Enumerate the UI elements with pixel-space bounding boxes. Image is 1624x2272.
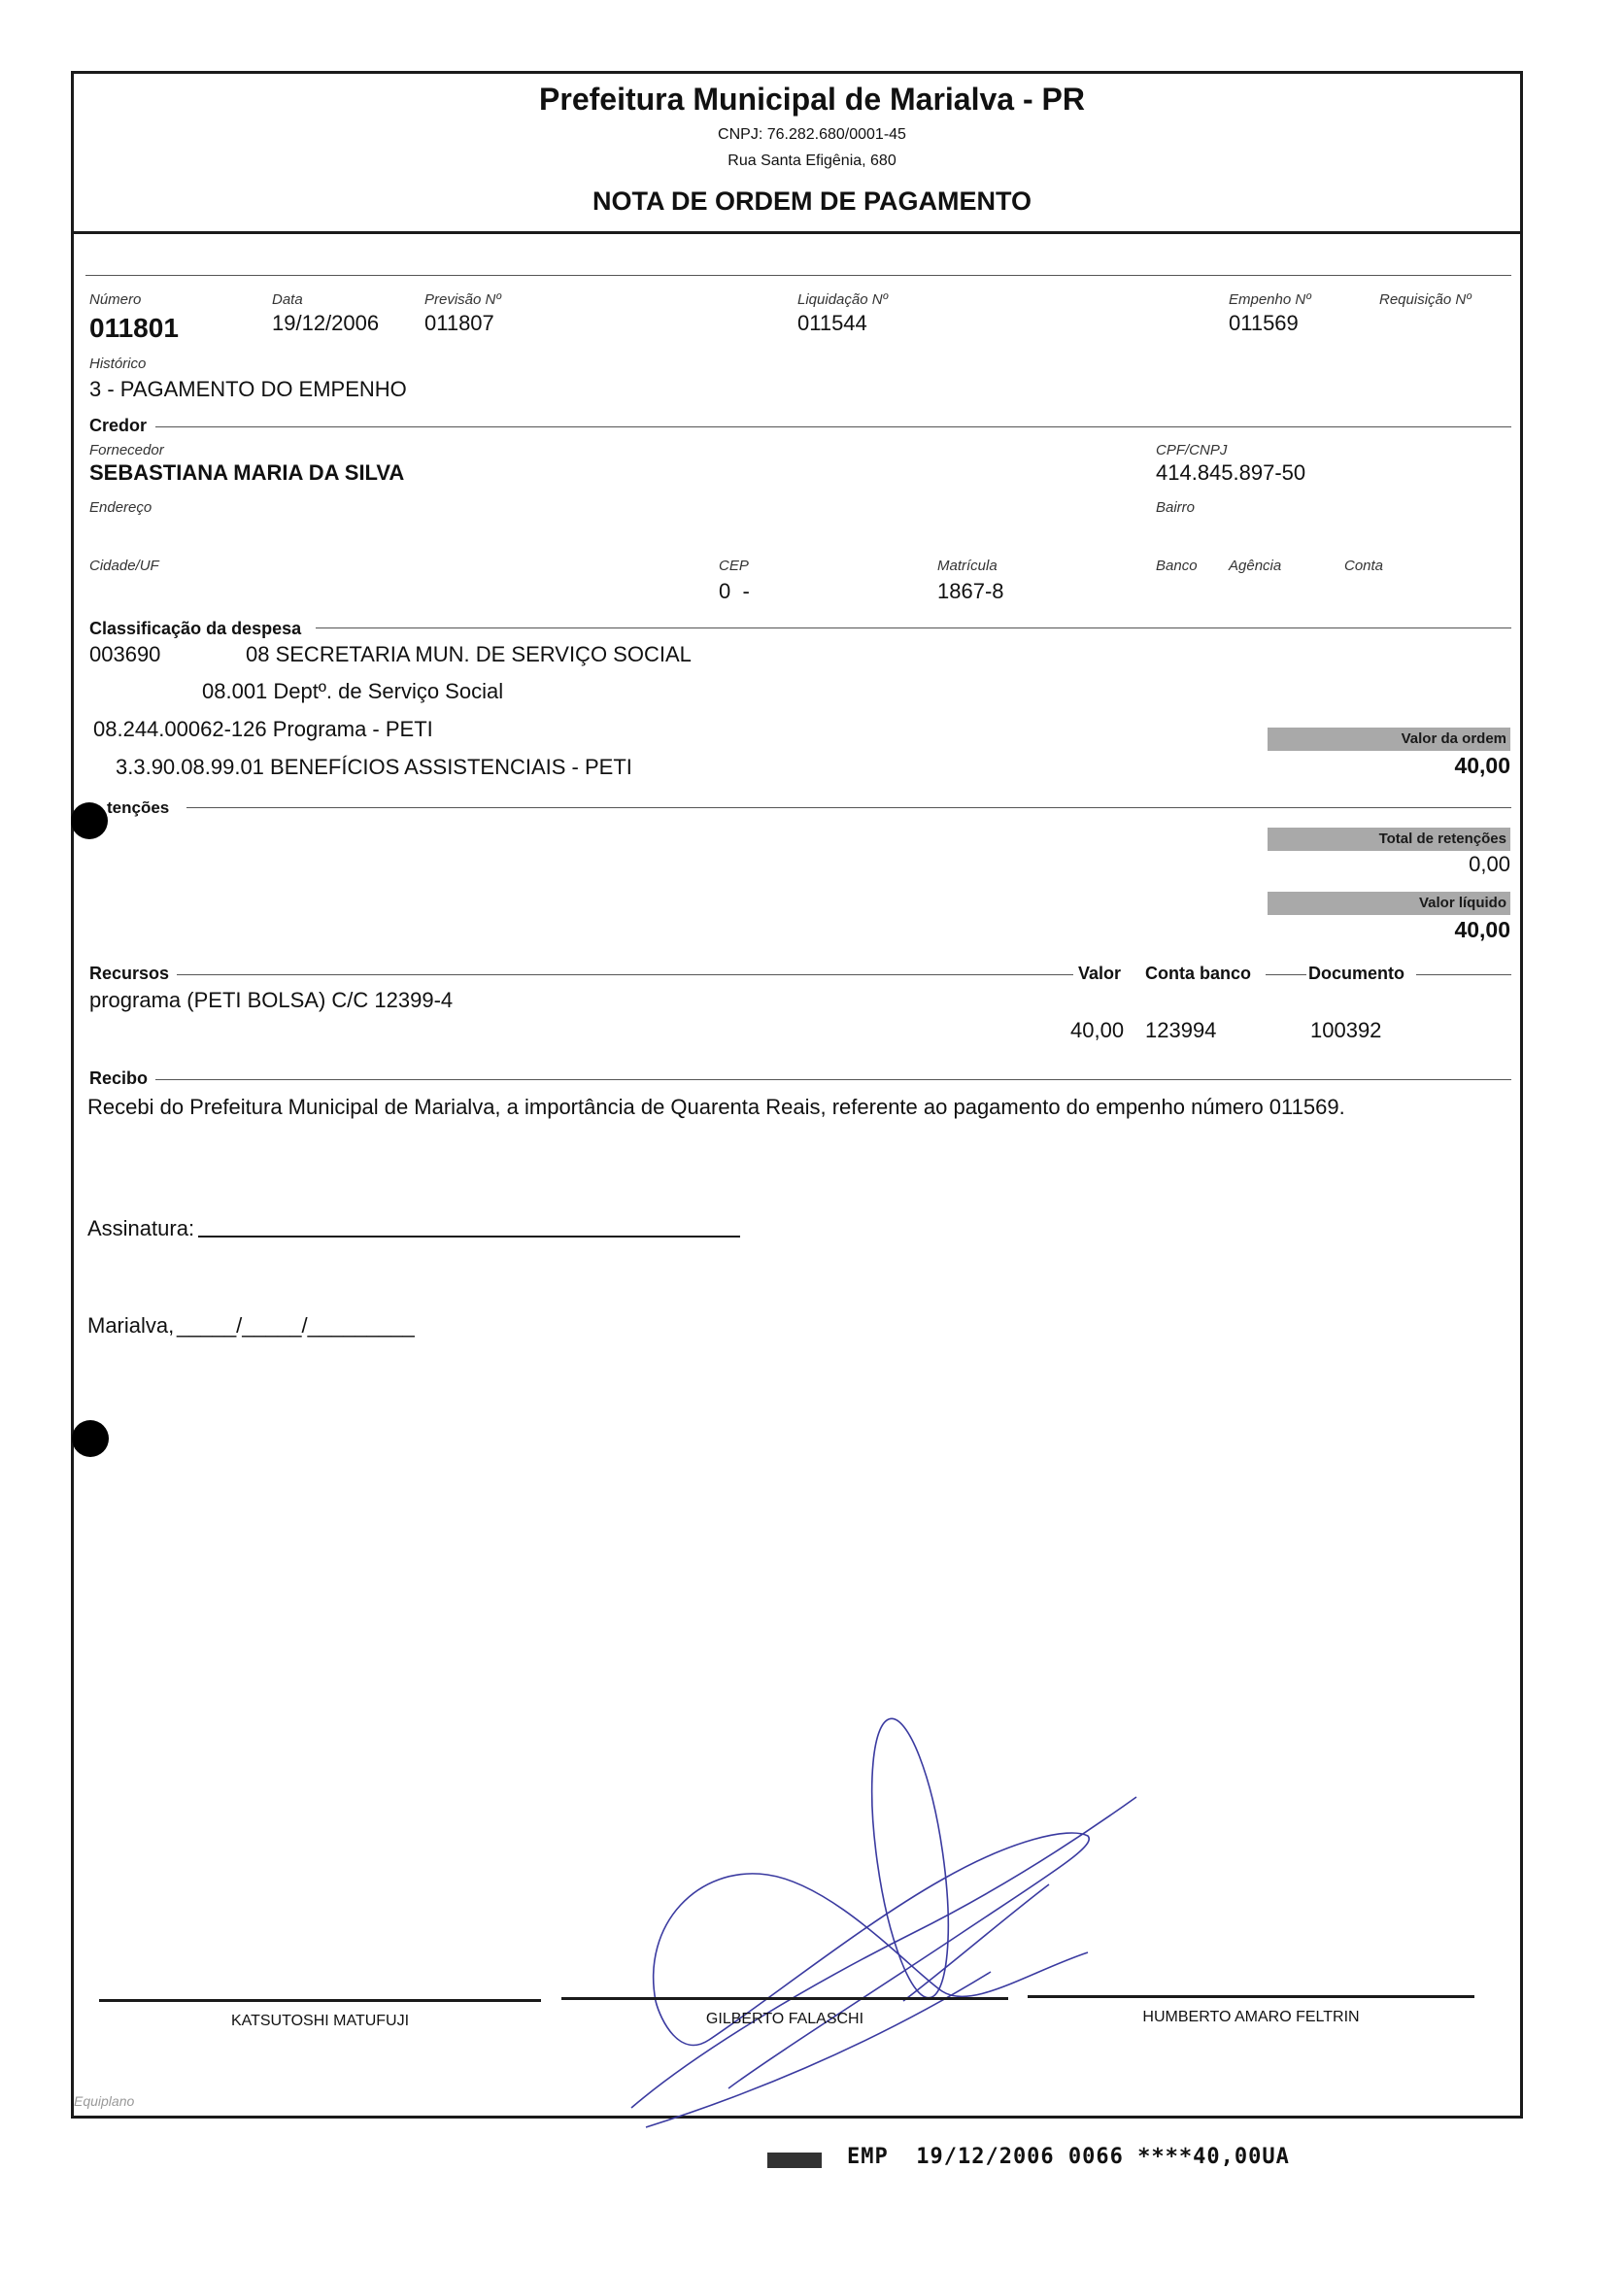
historico-value: 3 - PAGAMENTO DO EMPENHO — [89, 377, 407, 401]
assinatura-line[interactable] — [198, 1236, 740, 1238]
recursos-valor: 40,00 — [1070, 1018, 1125, 1042]
classificacao-line2: 08.001 Deptº. de Serviço Social — [202, 679, 504, 703]
classificacao-section-title: Classificação da despesa — [89, 619, 302, 638]
recibo-divider — [155, 1079, 1511, 1080]
recursos-documento-label: Documento — [1308, 964, 1404, 983]
credor-divider — [155, 426, 1511, 427]
banco-label: Banco — [1156, 558, 1198, 574]
previsao-value: 011807 — [424, 311, 494, 335]
recursos-divider-right — [1416, 974, 1511, 975]
credor-section-title: Credor — [89, 416, 148, 435]
historico-label: Histórico — [89, 356, 147, 372]
data-label: Data — [272, 291, 303, 308]
recursos-section-title: Recursos — [89, 964, 170, 983]
valor-liquido-value: 40,00 — [1454, 917, 1510, 942]
matricula-value: 1867-8 — [937, 579, 1004, 603]
liquidacao-label: Liquidação Nº — [797, 291, 889, 308]
recursos-valor-label: Valor — [1078, 964, 1122, 983]
marialva-date-label: Marialva, — [87, 1313, 175, 1338]
cep-value: 0 - — [719, 579, 750, 603]
numero-value: 011801 — [89, 313, 179, 343]
classificacao-line1: 08 SECRETARIA MUN. DE SERVIÇO SOCIAL — [246, 642, 692, 666]
classificacao-divider — [316, 627, 1511, 628]
recibo-section-title: Recibo — [89, 1068, 149, 1088]
endereco-label: Endereço — [89, 499, 152, 516]
agencia-label: Agência — [1229, 558, 1282, 574]
handwritten-signature — [622, 1680, 1166, 2147]
retencoes-section-title: tenções — [107, 798, 170, 817]
matricula-label: Matrícula — [937, 558, 998, 574]
signatory-3: HUMBERTO AMARO FELTRIN — [1142, 2009, 1360, 2025]
ids-top-divider — [85, 275, 1511, 276]
address-text: Rua Santa Efigênia, 680 — [727, 153, 897, 169]
liquidacao-value: 011544 — [797, 311, 867, 335]
signature-line-2 — [561, 1997, 1008, 2000]
total-retencoes-value: 0,00 — [1469, 852, 1510, 876]
recursos-divider-left — [177, 974, 1073, 975]
classificacao-code: 003690 — [89, 642, 161, 666]
fornecedor-value: SEBASTIANA MARIA DA SILVA — [89, 460, 405, 485]
previsao-label: Previsão Nº — [424, 291, 501, 308]
data-value: 19/12/2006 — [272, 311, 380, 335]
cidade-label: Cidade/UF — [89, 558, 159, 574]
numero-label: Número — [89, 291, 142, 308]
requisicao-label: Requisição Nº — [1379, 291, 1472, 308]
cep-label: CEP — [719, 558, 749, 574]
cpf-label: CPF/CNPJ — [1156, 442, 1228, 458]
signatory-1: KATSUTOSHI MATUFUJI — [230, 2013, 410, 2029]
total-retencoes-label: Total de retenções — [1268, 828, 1510, 851]
recursos-documento: 100392 — [1310, 1018, 1382, 1042]
document-title: NOTA DE ORDEM DE PAGAMENTO — [592, 187, 1032, 216]
recursos-conta-banco-label: Conta banco — [1145, 964, 1252, 983]
header-divider — [73, 231, 1523, 234]
punch-hole-bottom — [72, 1420, 109, 1457]
punch-hole-top — [71, 802, 108, 839]
classificacao-line3: 08.244.00062-126 Programa - PETI — [93, 717, 433, 741]
valor-ordem-value: 40,00 — [1454, 753, 1510, 778]
protocol-stamp: EMP 19/12/2006 0066 ****40,00UA — [847, 2145, 1290, 2169]
cnpj-text: CNPJ: 76.282.680/0001-45 — [718, 126, 906, 143]
bairro-label: Bairro — [1156, 499, 1196, 516]
assinatura-label: Assinatura: — [87, 1216, 195, 1240]
valor-liquido-label: Valor líquido — [1268, 892, 1510, 915]
software-watermark: Equiplano — [74, 2093, 135, 2109]
fornecedor-label: Fornecedor — [89, 442, 164, 458]
page-title: Prefeitura Municipal de Marialva - PR — [539, 82, 1085, 117]
recursos-description: programa (PETI BOLSA) C/C 12399-4 — [89, 988, 454, 1012]
recursos-divider-mid — [1266, 974, 1306, 975]
conta-label: Conta — [1344, 558, 1384, 574]
retencoes-divider — [186, 807, 1511, 808]
valor-ordem-label: Valor da ordem — [1268, 728, 1510, 751]
recibo-text: Recebi do Prefeitura Municipal de Marialva, a importância de Quarenta Reais, referente ao pagamento do empenho número 011569. — [87, 1095, 1345, 1119]
signature-line-1 — [99, 1999, 541, 2002]
signatory-2: GILBERTO FALASCHI — [705, 2011, 864, 2027]
empenho-value: 011569 — [1229, 311, 1299, 335]
empenho-label: Empenho Nº — [1229, 291, 1311, 308]
signature-line-3 — [1028, 1995, 1474, 1998]
cpf-value: 414.845.897-50 — [1156, 460, 1306, 485]
recursos-conta-banco: 123994 — [1145, 1018, 1217, 1042]
classificacao-line4: 3.3.90.08.99.01 BENEFÍCIOS ASSISTENCIAIS - PETI — [116, 755, 632, 779]
date-blank[interactable]: _____/_____/_________ — [177, 1313, 415, 1338]
protocol-stamp-logo — [767, 2153, 822, 2168]
